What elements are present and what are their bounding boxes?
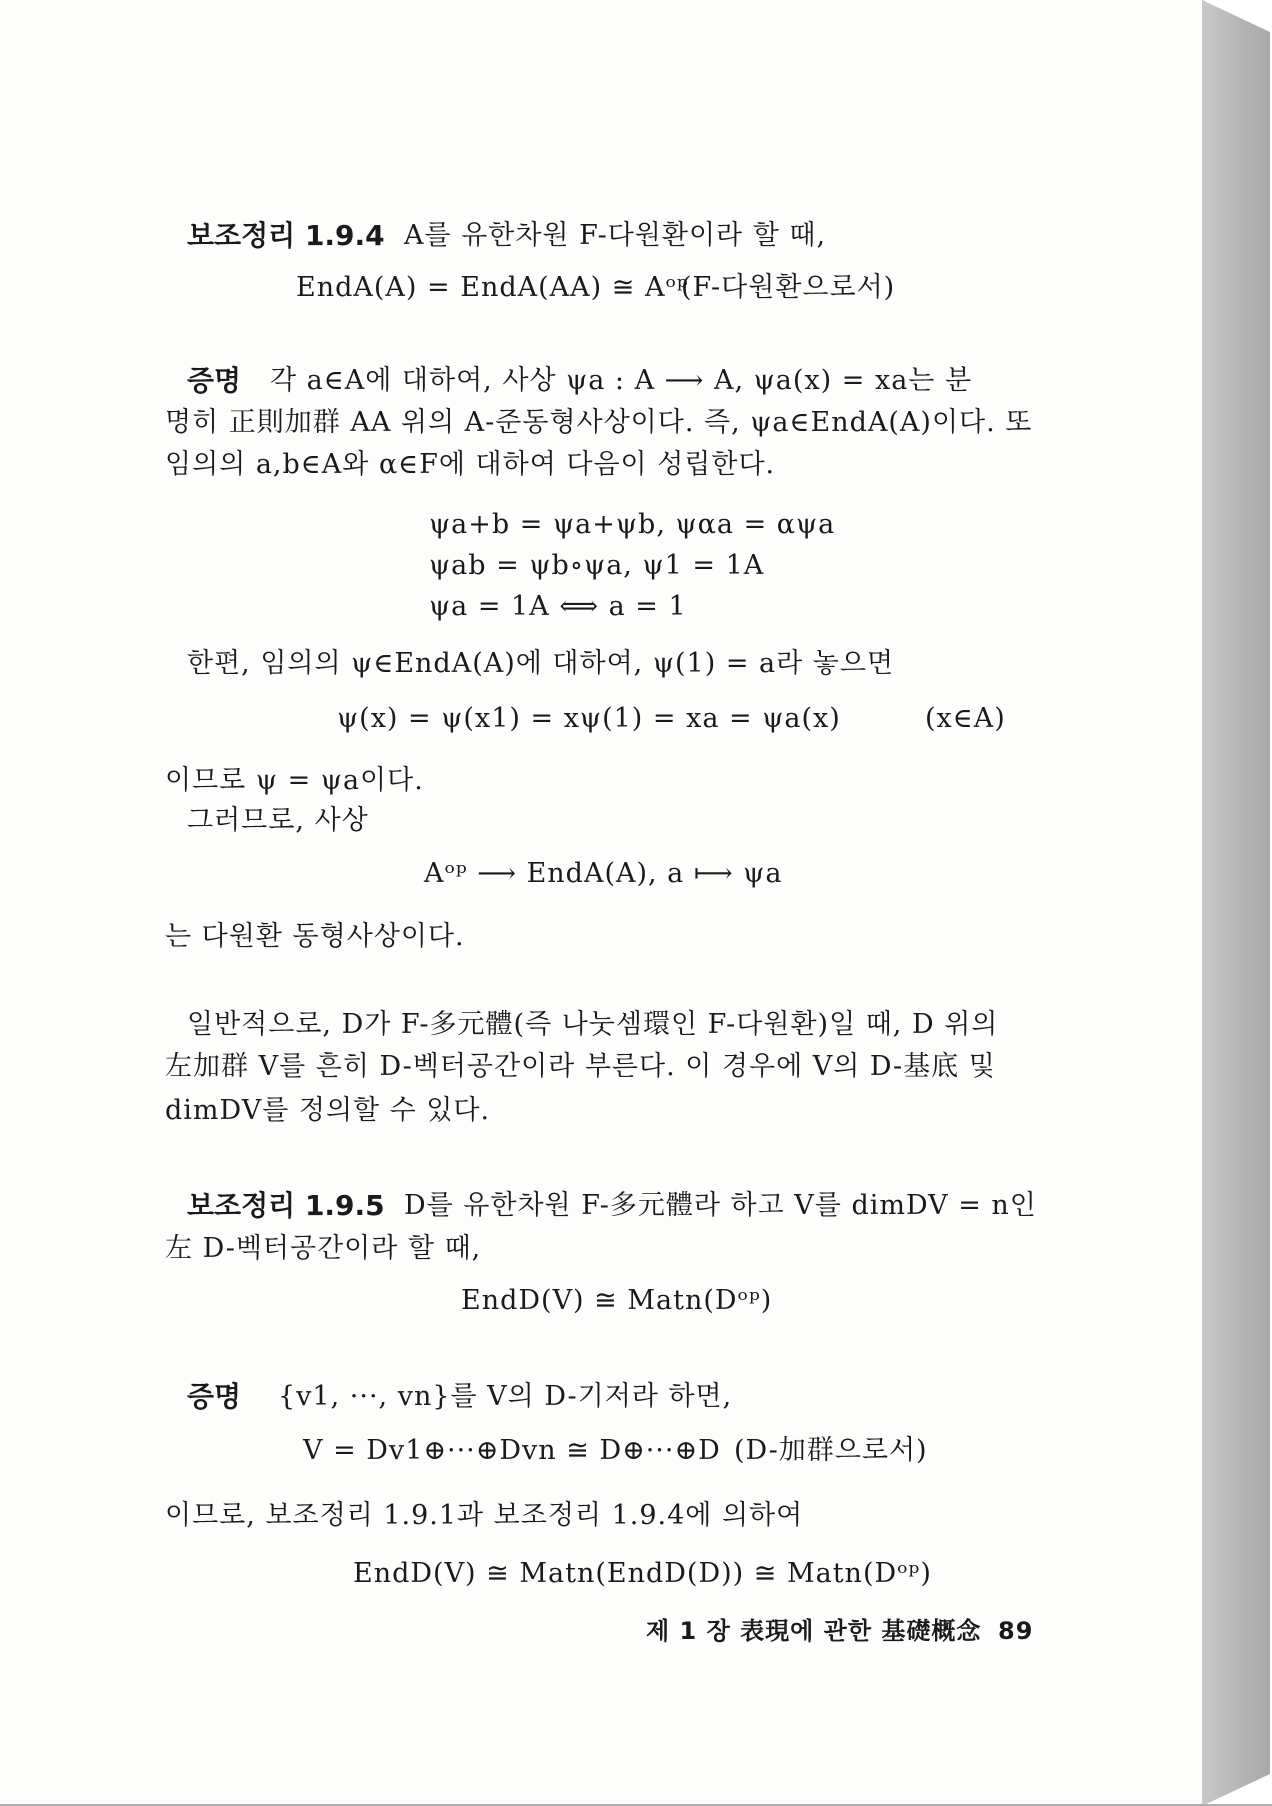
lemma-1-9-5-statement-2: 左 D-벡터공간이라 할 때, xyxy=(165,1233,482,1264)
paragraph-line-2: 左加群 V를 흔히 D-벡터공간이라 부른다. 이 경우에 V의 D-基底 및 xyxy=(165,1051,996,1082)
equation-psi-sum: ψa+b = ψa+ψb, ψαa = αψa xyxy=(429,509,836,540)
equation-direct-sum-note: (D-加群으로서) xyxy=(734,1435,928,1466)
lemma-1-9-4-statement: A를 유한차원 F-다원환이라 할 때, xyxy=(404,220,827,251)
page-number: 89 xyxy=(998,1617,1034,1645)
proof-1-9-4-line-1: 각 a∈A에 대하여, 사상 ψa : A ⟶ A, ψa(x) = xa는 분 xyxy=(270,365,973,396)
equation-mapping: Aᵒᵖ ⟶ EndA(A), a ⟼ ψa xyxy=(424,858,783,889)
proof-1-9-5-label: 증명 xyxy=(187,1380,242,1413)
equation-psi-x: ψ(x) = ψ(x1) = xψ(1) = xa = ψa(x) xyxy=(337,703,841,734)
lemma-1-9-5-label: 보조정리 1.9.5 xyxy=(187,1189,385,1222)
proof-1-9-4-line-6: 그러므로, 사상 xyxy=(187,805,369,836)
chapter-footer: 제 1 장 表現에 관한 基礎概念 xyxy=(646,1617,982,1645)
proof-1-9-4-line-7: 는 다원환 동형사상이다. xyxy=(165,921,465,952)
proof-1-9-4-line-3: 임의의 a,b∈A와 α∈F에 대하여 다음이 성립한다. xyxy=(165,449,776,480)
book-edge-shadow xyxy=(1202,0,1270,1806)
proof-1-9-5-line-2: 이므로, 보조정리 1.9.1과 보조정리 1.9.4에 의하여 xyxy=(165,1500,804,1531)
lemma-1-9-4-formula-note: (F-다원환으로서) xyxy=(681,272,896,303)
equation-direct-sum: V = Dv1⊕···⊕Dvn ≅ D⊕···⊕D xyxy=(303,1435,721,1466)
proof-1-9-4-line-4: 한편, 임의의 ψ∈EndA(A)에 대하여, ψ(1) = a라 놓으면 xyxy=(187,648,895,679)
equation-psi-identity: ψa = 1A ⟺ a = 1 xyxy=(429,591,687,622)
lemma-1-9-4-formula: EndA(A) = EndA(AA) ≅ Aᵒᵖ xyxy=(296,272,689,303)
equation-end-mat: EndD(V) ≅ Matn(EndD(D)) ≅ Matn(Dᵒᵖ) xyxy=(353,1558,932,1589)
proof-1-9-4-line-5: 이므로 ψ = ψa이다. xyxy=(165,765,424,796)
lemma-1-9-5-statement-1: D를 유한차원 F-多元體라 하고 V를 dimDV = n인 xyxy=(404,1190,1037,1221)
paragraph-line-1: 일반적으로, D가 F-多元體(즉 나눗셈環인 F-다원환)일 때, D 위의 xyxy=(187,1009,999,1040)
equation-psi-product: ψab = ψb∘ψa, ψ1 = 1A xyxy=(429,550,765,581)
lemma-1-9-4-label: 보조정리 1.9.4 xyxy=(187,219,385,252)
proof-1-9-4-line-2: 명히 正則加群 AA 위의 A-준동형사상이다. 즉, ψa∈EndA(A)이다. 또 xyxy=(165,407,1033,438)
proof-1-9-4-label: 증명 xyxy=(187,364,242,397)
lemma-1-9-5-formula: EndD(V) ≅ Matn(Dᵒᵖ) xyxy=(461,1285,773,1316)
proof-1-9-5-line-1: {v1, ···, vn}를 V의 D-기저라 하면, xyxy=(278,1381,733,1412)
paragraph-line-3: dimDV를 정의할 수 있다. xyxy=(165,1095,491,1126)
equation-psi-x-note: (x∈A) xyxy=(925,703,1006,734)
